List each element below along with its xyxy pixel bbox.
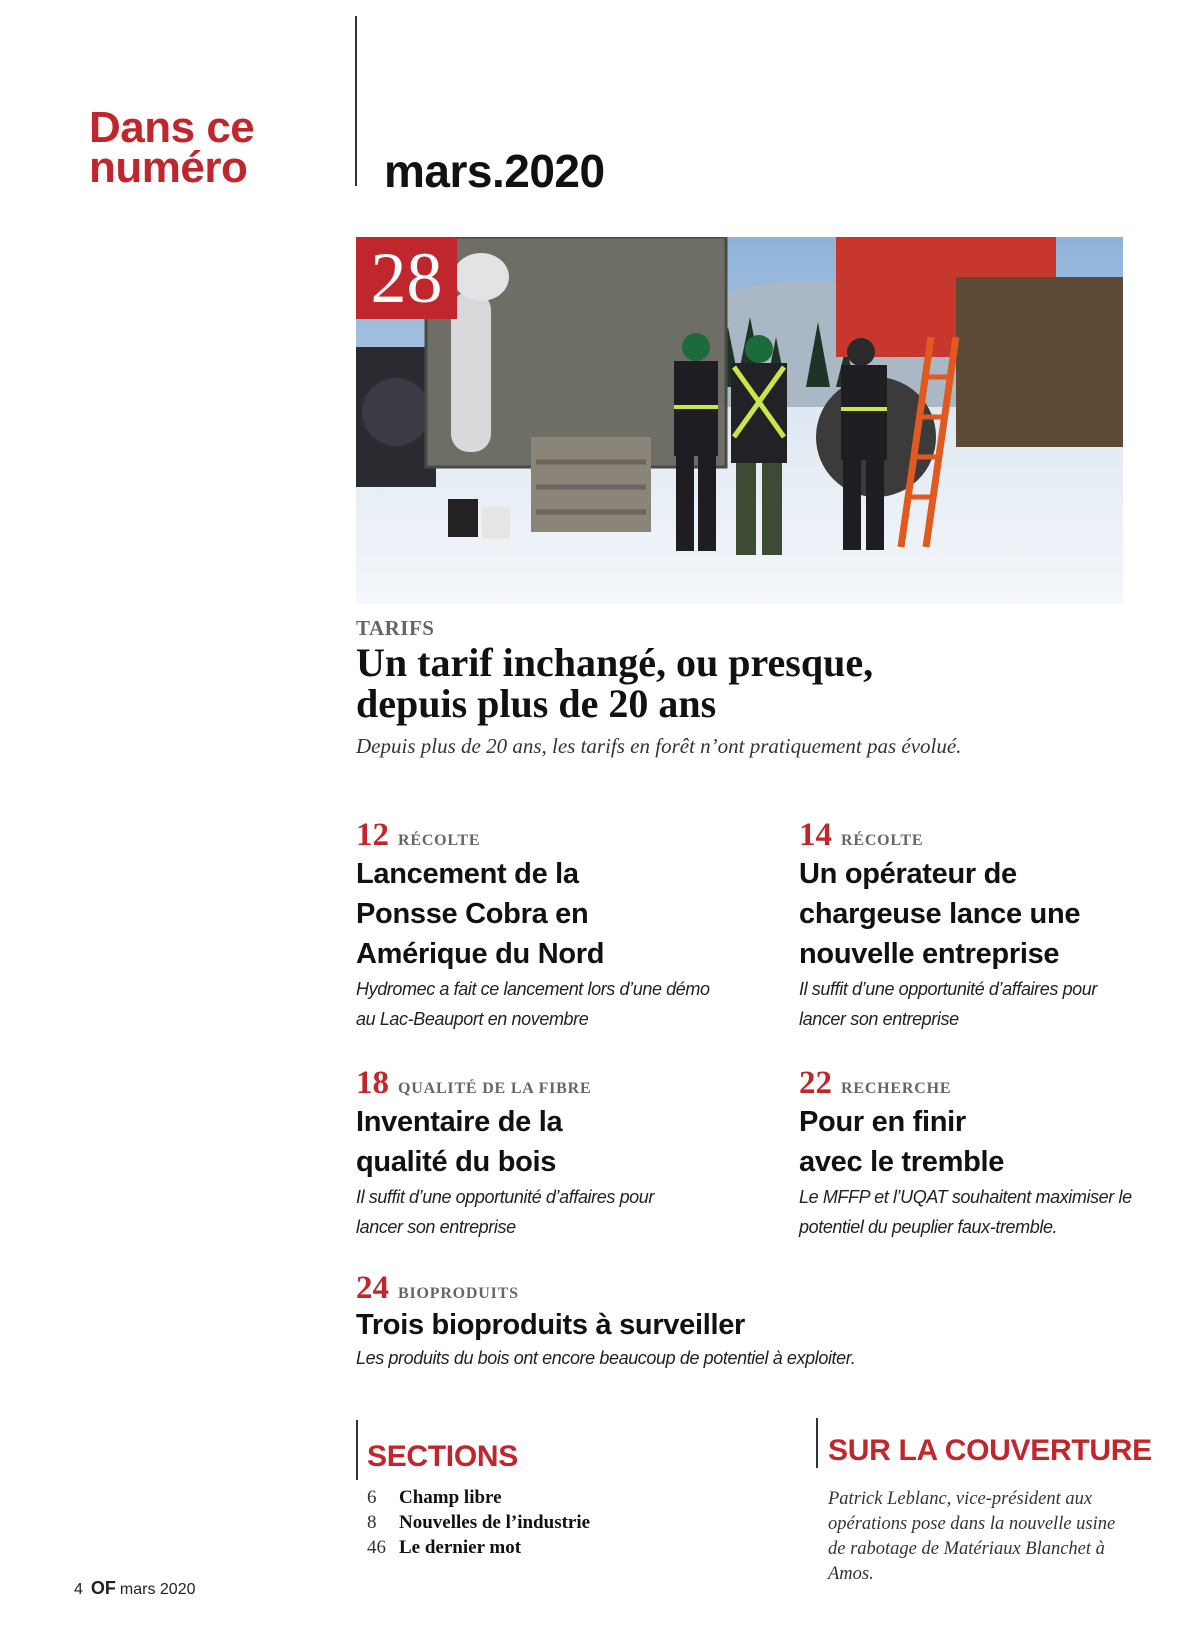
story-deck-line: lancer son entreprise <box>356 1217 516 1237</box>
section-item[interactable] <box>367 1510 590 1535</box>
story-title-line: avec le tremble <box>799 1146 1005 1178</box>
story-item[interactable] <box>356 1066 776 1242</box>
footer-issue: mars 2020 <box>119 1581 196 1598</box>
story-category: RÉCOLTE <box>398 832 481 849</box>
cover-caption-line: Amos. <box>828 1564 874 1584</box>
story-item[interactable] <box>356 1271 1076 1373</box>
feature-category: TARIFS <box>356 616 435 640</box>
forest-workers-photo <box>356 237 1123 604</box>
sections-divider <box>356 1420 358 1480</box>
story-deck-line: lancer son entreprise <box>799 1009 959 1029</box>
story-deck-line: Hydromec a fait ce lancement lors d’une démo <box>356 979 710 999</box>
sections-heading: SECTIONS <box>367 1440 518 1473</box>
issue-date: mars.2020 <box>384 145 605 197</box>
story-title-line: chargeuse lance une <box>799 898 1081 930</box>
story-item[interactable] <box>799 1066 1200 1242</box>
section-label: Le dernier mot <box>399 1537 522 1558</box>
story-deck-line: au Lac-Beauport en novembre <box>356 1009 589 1029</box>
story-page-number: 12 <box>356 817 389 853</box>
story-title <box>799 854 1200 974</box>
story-page-number: 14 <box>799 817 832 853</box>
cover-caption-line: de rabotage de Matériaux Blanchet à <box>828 1539 1105 1559</box>
cover-heading: SUR LA COUVERTURE <box>828 1434 1152 1467</box>
story-title <box>799 1102 1200 1182</box>
story-item[interactable] <box>356 818 776 1034</box>
section-page-number: 6 <box>367 1487 377 1508</box>
story-page-number: 18 <box>356 1065 389 1101</box>
page-footer <box>74 1578 196 1599</box>
story-page-number: 22 <box>799 1065 832 1101</box>
story-title-line: Inventaire de la <box>356 1106 563 1138</box>
feature-title[interactable] <box>356 642 1116 724</box>
story-deck-line: Les produits du bois ont encore beaucoup de potentiel à exploiter. <box>356 1348 856 1368</box>
story-title <box>356 1102 776 1182</box>
story-deck <box>356 974 776 1034</box>
section-title-line2: numéro <box>89 143 248 192</box>
sections-list <box>367 1485 590 1560</box>
section-page-number: 46 <box>367 1537 386 1558</box>
story-title-line: Trois bioproduits à surveiller <box>356 1309 746 1341</box>
feature-deck: Depuis plus de 20 ans, les tarifs en forêt n’ont pratiquement pas évolué. <box>356 734 962 758</box>
story-title <box>356 854 776 974</box>
story-title-line: Pour en finir <box>799 1106 966 1138</box>
story-category: QUALITÉ DE LA FIBRE <box>398 1080 592 1097</box>
section-title-line1: Dans ce <box>89 103 255 152</box>
story-title <box>356 1307 1076 1343</box>
story-page-number: 24 <box>356 1270 389 1306</box>
cover-caption-line: opérations pose dans la nouvelle usine <box>828 1514 1116 1534</box>
feature-page-number: 28 <box>356 237 457 319</box>
story-title-line: Ponsse Cobra en <box>356 898 589 930</box>
story-deck-line: potentiel du peuplier faux-tremble. <box>799 1217 1058 1237</box>
story-title-line: Amérique du Nord <box>356 938 605 970</box>
story-item[interactable] <box>799 818 1200 1034</box>
section-title <box>89 103 255 192</box>
story-deck <box>799 1182 1200 1242</box>
vertical-divider <box>355 16 357 186</box>
story-deck <box>356 1343 1076 1373</box>
story-deck-line: Le MFFP et l’UQAT souhaitent maximiser le <box>799 1187 1132 1207</box>
story-deck <box>356 1182 776 1242</box>
story-title-line: nouvelle entreprise <box>799 938 1060 970</box>
footer-page-number: 4 <box>74 1581 83 1598</box>
section-item[interactable] <box>367 1535 590 1560</box>
cover-caption <box>828 1487 1128 1587</box>
story-title-line: Un opérateur de <box>799 858 1017 890</box>
feature-photo[interactable] <box>356 237 1123 604</box>
story-deck <box>799 974 1200 1034</box>
section-label: Nouvelles de l’industrie <box>399 1512 591 1533</box>
feature-title-line1: Un tarif inchangé, ou presque, <box>356 640 874 685</box>
section-item[interactable] <box>367 1485 590 1510</box>
story-category: RECHERCHE <box>841 1080 952 1097</box>
cover-divider <box>816 1418 818 1468</box>
story-title-line: qualité du bois <box>356 1146 557 1178</box>
story-deck-line: Il suffit d’une opportunité d’affaires pour <box>799 979 1097 999</box>
story-category: RÉCOLTE <box>841 832 924 849</box>
story-deck-line: Il suffit d’une opportunité d’affaires pour <box>356 1187 654 1207</box>
section-label: Champ libre <box>399 1487 502 1508</box>
story-category: BIOPRODUITS <box>398 1285 519 1302</box>
section-page-number: 8 <box>367 1512 377 1533</box>
footer-brand: OF <box>90 1578 116 1598</box>
story-title-line: Lancement de la <box>356 858 579 890</box>
cover-caption-line: Patrick Leblanc, vice-président aux <box>828 1489 1093 1509</box>
feature-title-line2: depuis plus de 20 ans <box>356 681 717 726</box>
